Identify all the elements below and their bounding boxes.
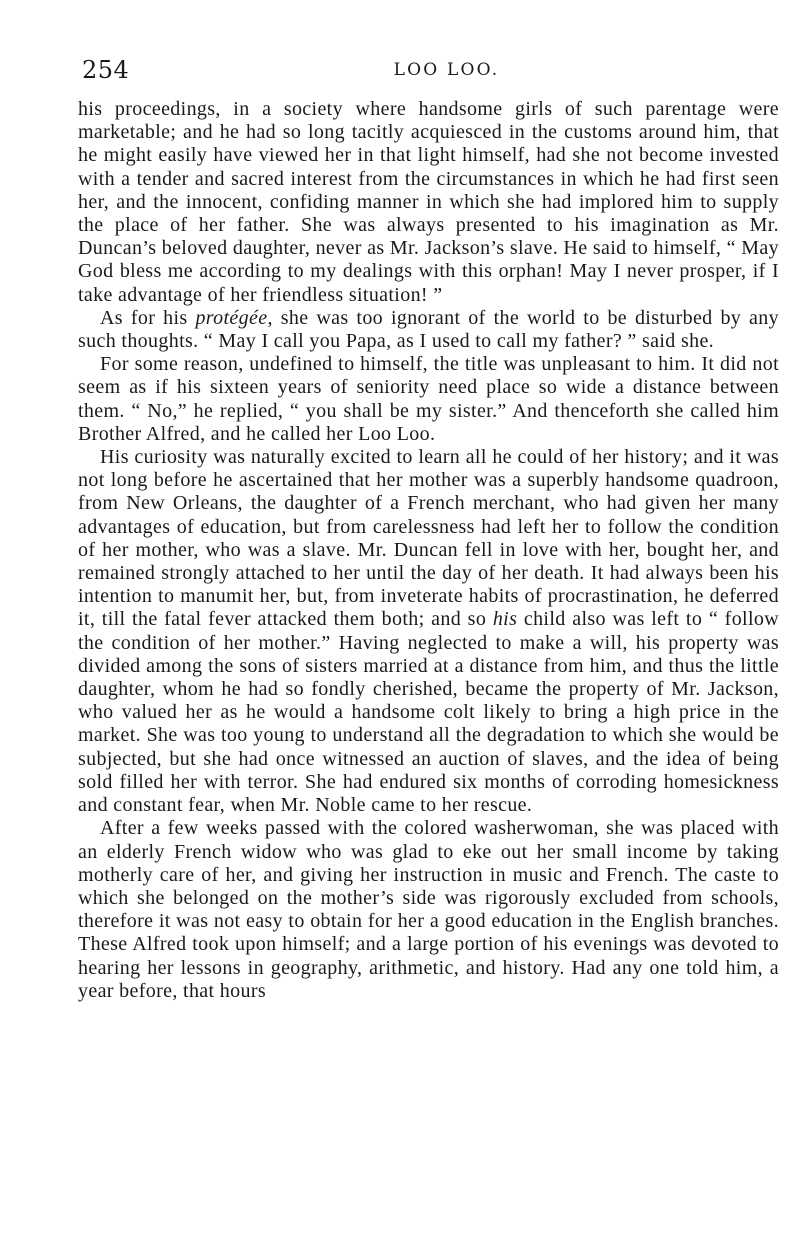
- paragraph-3: [78, 353, 779, 446]
- text-segment: His curiosity was naturally excited to learn all he could of her history; and it was not long before he ascertained that her mother was a superbly handsome quadroon, from New Orleans, the daughter of a French merchant, who had given her many advantages of education, but from carelessness had left her to follow the condition of her mother, who was a slave. Mr. Duncan fell in love with her, bought her, and remained strongly attached to her until the day of her death. It had always been his intention to manumit her, but, from inveterate habits of procrastination, he deferred it, till the fatal fever attacked them both; and so: [78, 446, 779, 631]
- italic-word: protégée: [195, 306, 268, 329]
- page-number: 254: [82, 56, 130, 84]
- paragraph-4: [78, 446, 779, 817]
- paragraph-5: [78, 817, 779, 1003]
- page-header: [82, 56, 781, 90]
- paragraph-2: [78, 307, 779, 353]
- text-segment: As for his: [100, 306, 196, 329]
- text-segment: , she was too ignorant of the world to be disturbed by any such thoughts. “ May I call you Papa, as I used to call my father? ” said she.: [78, 306, 779, 353]
- running-title: LOO LOO.: [393, 60, 500, 80]
- text-segment: child also was left to “ follow the condition of her mother.” Having neglected to make a will, his property was divided among the sons of sisters married at a distance from him, and thus the little daughter, whom he had so fondly cherished, became the property of Mr. Jackson, who valued her as he would a handsome colt likely to bring a high price in the market. She was too young to understand all the degradation to which she would be subjected, but she had once witnessed an auction of slaves, and the idea of being sold filled her with terror. She had endured six months of corroding homesickness and constant fear, when Mr. Noble came to her rescue.: [78, 608, 780, 817]
- text-segment: After a few weeks passed with the colored washerwoman, she was placed with an elderly French widow who was glad to eke out her small income by taking motherly care of her, and giving her instruction in music and French. The caste to which she belonged on the mother’s side was rigorously excluded from schools, therefore it was not easy to obtain for her a good education in the English branches. These Alfred took upon himself; and a large portion of his evenings was devoted to hearing her lessons in geography, arithmetic, and history. Had any one told him, a year before, that hours: [78, 817, 779, 1002]
- paragraph-1: [78, 98, 779, 307]
- body-text: [78, 98, 779, 1003]
- text-segment: his proceedings, in a society where handsome girls of such parentage were marketable; and he had so long tacitly acquiesced in the customs around him, that he might easily have viewed her in that light himself, had she not become invested with a tender and sacred interest from the circumstances in which he had first seen her, and the innocent, confiding manner in which she had implored him to supply the place of her father. She was always presented to his imagination as Mr. Duncan’s beloved daughter, never as Mr. Jackson’s slave. He said to himself, “ May God bless me according to my dealings with this orphan! May I never prosper, if I take advantage of her friendless situation! ”: [78, 98, 779, 306]
- text-segment: For some reason, undefined to himself, the title was unpleasant to him. It did not seem as if his sixteen years of seniority need place so wide a distance between them. “ No,” he replied, “ you shall be my sister.” And thenceforth she called him Brother Alfred, and he called her Loo Loo.: [78, 353, 779, 445]
- italic-word: his: [492, 608, 518, 631]
